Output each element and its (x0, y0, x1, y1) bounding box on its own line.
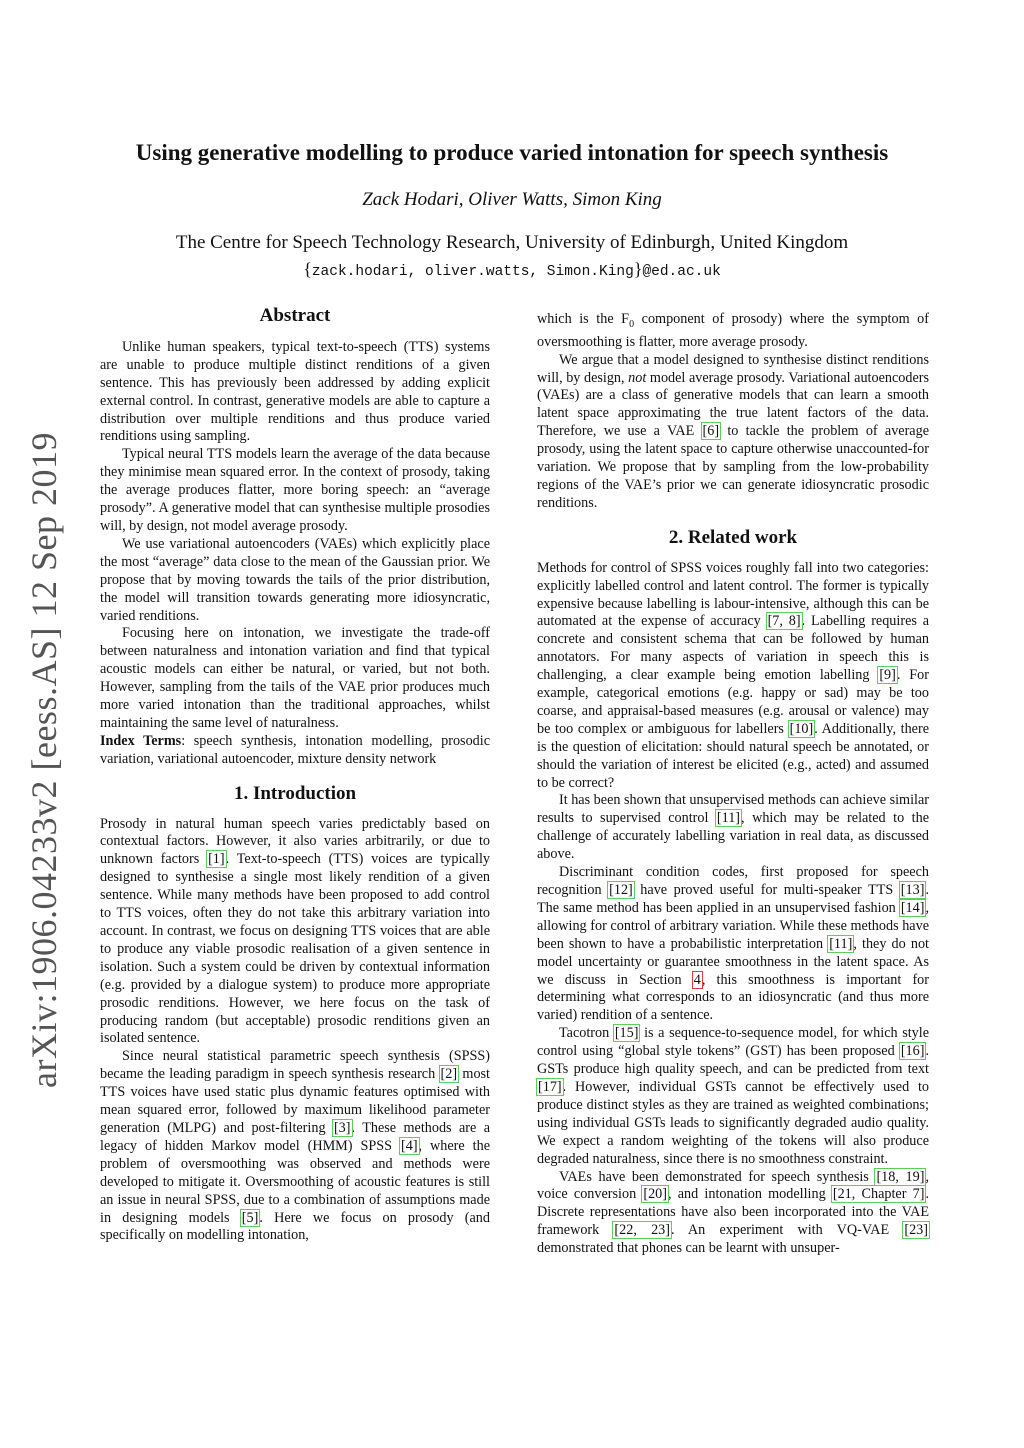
citation-link[interactable]: [11] (716, 810, 741, 827)
citation-link[interactable]: [14] (900, 899, 925, 916)
related-paragraph: Discriminant condition codes, first proposed for speech recognition [12] have proved useful for multi-speaker TTS [13]. The same method has been applied in an unsupervised fashion [14], allowing for control of arbitrary variation. While these methods have been shown to have a probabilistic interpretation [11], they do not model uncertainty or guarantee smoothness in the latent space. As we discuss in Section 4, this smoothness is important for determining what corresponds to an idiosyncratic (and thus more varied) rendition of a sentence. (537, 864, 930, 1024)
intro-paragraph: We argue that a model designed to synthesise distinct renditions will, by design, not model average prosody. Variational autoencoders (VAEs) are a class of generative models that can learn a smooth latent space approximating the true latent factors of the data. Therefore, we use a VAE [6] to tackle the problem of average prosody, using the latent space to capture otherwise unaccounted-for variation. We propose that by sampling from the low-probability regions of the VAE’s prior we can generate idiosyncratic prosodic renditions. (537, 351, 929, 511)
related-work-heading: 2. Related work (668, 526, 798, 548)
citation-link[interactable]: [15] (614, 1025, 639, 1042)
citation-link[interactable]: [10] (789, 720, 814, 737)
citation-link[interactable]: [4] (401, 1137, 418, 1154)
arxiv-identifier: arXiv:1906.04233v2 [eess.AS] 12 Sep 2019 (24, 432, 64, 1088)
citation-link[interactable]: [17] (538, 1078, 562, 1095)
section-link[interactable]: 4 (693, 971, 701, 988)
citation-link[interactable]: [13] (900, 882, 925, 899)
citation-link[interactable]: [11] (829, 935, 853, 952)
index-terms: Index Terms: speech synthesis, intonation modelling, prosodic variation, variational autoencoder, mixture density network (100, 732, 491, 767)
abstract-body (100, 339, 490, 769)
citation-link[interactable]: [7, 8] (767, 613, 801, 630)
paper-affiliation: The Centre for Speech Technology Research, University of Edinburgh, United Kingdom (175, 232, 849, 253)
citation-link[interactable]: [9] (879, 667, 896, 684)
citation-link[interactable]: [21, Chapter 7] (832, 1186, 925, 1203)
abstract-paragraph: Unlike human speakers, typical text-to-speech (TTS) systems are unable to produce multiple distinct renditions of a given sentence. This has previously been addressed by adding explicit external control. In contrast, generative models are able to capture a distribution over multiple renditions and thus produce varied renditions using sampling. (100, 338, 490, 445)
citation-link[interactable]: [12] (609, 882, 633, 899)
related-paragraph: Tacotron [15] is a sequence-to-sequence model, for which style control using “global style tokens” (GST) has been proposed [16]. GSTs produce high quality speech, and can be predicted from text [17]. However, individual GSTs cannot be effectively used to produce distinct styles as they are trained as weighted combinations; using individual GSTs leads to significantly degraded audio quality. We expect a random weighting of the tokens will also produce degraded naturalness, since there is no smoothness constraint. (537, 1025, 929, 1167)
citation-link[interactable]: [23] (904, 1222, 928, 1239)
citation-link[interactable]: [16] (900, 1043, 925, 1060)
intro-paragraph: Prosody in natural human speech varies predictably based on contextual factors. However, it also varies arbitrarily, or due to unknown factors [1]. Text-to-speech (TTS) voices are typically designed to synthesise a single most likely rendition of a given sentence. While many methods have been proposed to add control to TTS voices, often they do not take this arbitrary variation into account. In contrast, we focus on designing TTS voices that are able to produce any viable prosodic realisation of a given sentence in isolation. Such a system could be driven by contextual information (e.g. provided by a dialogue system) to produce more appropriate prosodic renditions. However, we here focus on the task of producing random (but acceptable) prosodic renditions given an isolated sentence. (100, 815, 490, 1047)
abstract-paragraph: Typical neural TTS models learn the average of the data because they minimise mean squared error. In the context of prosody, taking the average produces flatter, more boring speech: an “average prosody”. A generative model that can synthesise multiple prosodies will, by design, not model average prosody. (100, 446, 490, 534)
left-column (100, 307, 490, 1245)
citation-link[interactable]: [18, 19] (876, 1168, 925, 1185)
abstract-paragraph: We use variational autoencoders (VAEs) which explicitly place the most “average” data close to the mean of the Gaussian prior. We propose that by moving towards the tails of the prior distribution, the model will transition towards generating more idiosyncratic, varied renditions. (100, 535, 490, 624)
paper-title: Using generative modelling to produce varied intonation for speech synthesis (135, 140, 889, 165)
abstract-paragraph: Focusing here on intonation, we investigate the trade-off between naturalness and intonation variation and find that typical acoustic models can either be natural, or varied, but not both. However, sampling from the tails of the VAE prior produces much more varied intonation than the traditional approaches, whilst maintaining the same level of naturalness. (100, 625, 490, 731)
related-paragraph: It has been shown that unsupervised methods can achieve similar results to supervised control [11], which may be related to the challenge of accurately labelling variation in real data, as discussed above. (537, 792, 929, 863)
intro-paragraph: Since neural statistical parametric speech synthesis (SPSS) became the leading paradigm in speech synthesis research [2] most TTS voices have used static plus dynamic features optimised with mean squared error, followed by maximum likelihood parameter generation (MLPG) and post-filtering [3]. These methods are a legacy of hidden Markov model (HMM) SPSS [4], where the problem of oversmoothing was observed and methods were developed to mitigate it. Oversmoothing of acoustic features is still an issue in neural SPSS, due to a combination of assumptions made in designing models [5]. Here we focus on prosody (and specifically on modelling intonation, (100, 1048, 490, 1244)
related-paragraph: VAEs have been demonstrated for speech synthesis [18, 19], voice conversion [20], and intonation modelling [21, Chapter 7]. Discrete representations have also been incorporated into the VAE framework [22, 23]. An experiment with VQ-VAE [23] demonstrated that phones can be learnt with unsuper- (537, 1168, 930, 1257)
paper-authors: Zack Hodari, Oliver Watts, Simon King (362, 189, 662, 210)
introduction-heading: 1. Introduction (233, 782, 357, 804)
citation-link[interactable]: [22, 23] (614, 1222, 670, 1239)
intro-continuation: which is the $F_0$ component of prosody) where the symptom of oversmoothing is flatter, more average prosody. (537, 311, 930, 350)
citation-link[interactable]: [1] (208, 851, 225, 868)
abstract-heading: Abstract (259, 305, 331, 326)
related-paragraph: Methods for control of SPSS voices roughly fall into two categories: explicitly labelled control and latent control. The former is typically expensive because labelling is labour-intensive, although this can be automated at the expense of accuracy [7, 8]. Labelling requires a concrete and consistent schema that can be followed by human annotators. For many aspects of variation in speech this is challenging, a clear example being emotion labelling [9]. For example, categorical emotions (e.g. happy or sad) may be too coarse, and appraisal-based measures (e.g. arousal or valence) may be too complex or ambiguous for labellers [10]. Additionally, there is the question of elicitation: should natural speech be annotated, or should the variation of interest be elicited (e.g., acted) and assumed to be correct? (537, 559, 930, 791)
citation-link[interactable]: [2] (440, 1066, 458, 1083)
author-emails: {zack.hodari, oliver.watts, Simon.King}@ed.ac.uk (303, 259, 721, 280)
citation-link[interactable]: [3] (333, 1119, 351, 1136)
arxiv-stamp (14, 432, 74, 1088)
citation-link[interactable]: [6] (702, 423, 720, 440)
citation-link[interactable]: [20] (643, 1186, 667, 1203)
index-terms-label: Index Terms (100, 732, 182, 749)
right-column (537, 311, 929, 1258)
citation-link[interactable]: [5] (241, 1209, 259, 1226)
